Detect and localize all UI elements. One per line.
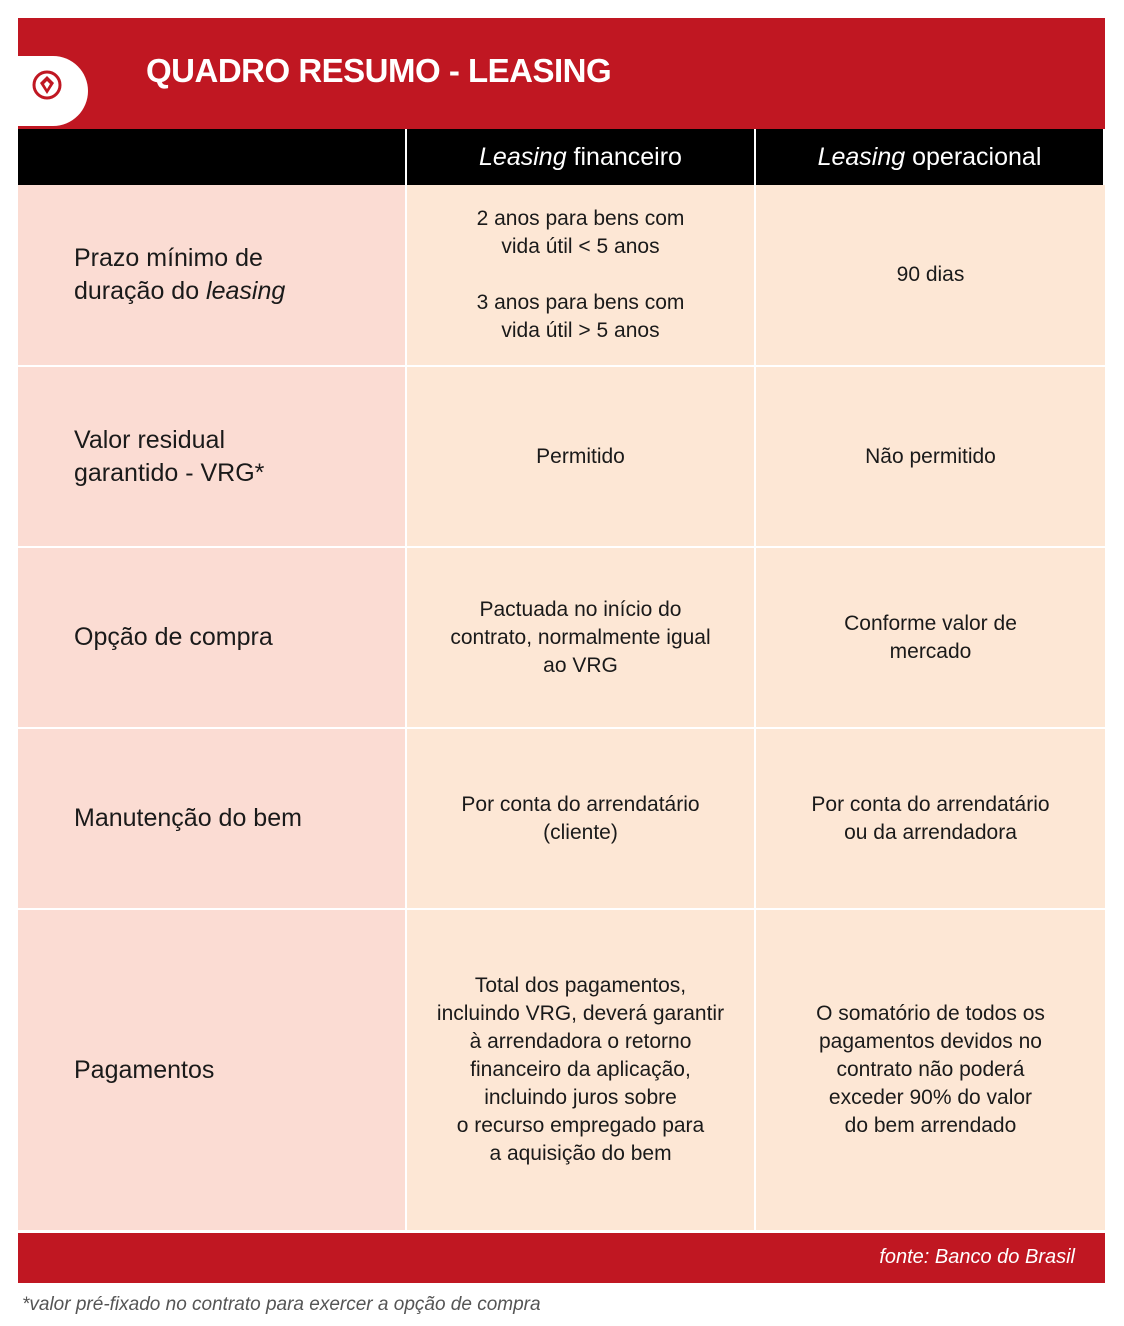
cell-line: do bem arrendado xyxy=(844,1114,1017,1137)
page-title: QUADRO RESUMO - LEASING xyxy=(146,52,612,89)
leasing-summary-table xyxy=(18,129,1105,1230)
row-label-line: garantido - VRG* xyxy=(74,458,265,487)
column-header-italic: Leasing xyxy=(817,142,906,171)
row-label-vrg xyxy=(18,367,407,548)
column-header-empty xyxy=(18,129,407,185)
cell-line: à arrendadora o retorno xyxy=(469,1030,692,1053)
row-label-line: Prazo mínimo de xyxy=(74,244,263,272)
cell-line: 3 anos para bens com xyxy=(476,291,685,314)
cell-prazo-operacional xyxy=(756,185,1105,367)
row-label-pagamentos xyxy=(18,910,407,1230)
cell-line: contrato, normalmente igual xyxy=(450,625,711,649)
footer-bar xyxy=(18,1233,1105,1283)
column-header-italic: Leasing xyxy=(479,142,567,171)
cell-prazo-financeiro xyxy=(407,185,756,367)
cell-line: Por conta do arrendatário xyxy=(461,792,700,816)
cell-line: O somatório de todos os xyxy=(816,1002,1045,1025)
cell-opcao-financeiro xyxy=(407,548,756,729)
row-label-line: Valor residual xyxy=(74,425,226,454)
cell-line: ou da arrendadora xyxy=(844,820,1017,844)
column-header-operacional xyxy=(756,129,1105,185)
cell-line: pagamentos devidos no xyxy=(818,1030,1042,1053)
row-label-prazo xyxy=(18,185,407,367)
cell-line: Permitido xyxy=(536,444,625,468)
row-label-line: duração do xyxy=(74,277,207,305)
cell-line: Não permitido xyxy=(865,444,996,468)
source-text: fonte: Banco do Brasil xyxy=(879,1246,1075,1268)
row-label-line: Pagamentos xyxy=(74,1055,215,1084)
row-label-manutencao xyxy=(18,729,407,910)
footnote: *valor pré-fixado no contrato para exercer a opção de compra xyxy=(22,1294,541,1315)
cell-manutencao-financeiro xyxy=(407,729,756,910)
row-label-italic: leasing xyxy=(206,277,286,305)
cell-line: a aquisição do bem xyxy=(489,1142,672,1165)
row-label-opcao-compra xyxy=(18,548,407,729)
cell-manutencao-operacional xyxy=(756,729,1105,910)
cell-line: Total dos pagamentos, xyxy=(474,974,687,997)
cell-pagamentos-financeiro xyxy=(407,910,756,1230)
cell-line: 2 anos para bens com xyxy=(476,207,685,230)
logo-badge xyxy=(18,56,88,126)
cell-vrg-operacional xyxy=(756,367,1105,548)
cell-line: Pactuada no início do xyxy=(479,597,682,621)
cell-line: exceder 90% do valor xyxy=(828,1086,1033,1109)
cell-line: contrato não poderá xyxy=(836,1058,1025,1081)
cell-opcao-operacional xyxy=(756,548,1105,729)
cell-line: incluindo VRG, deverá garantir xyxy=(436,1002,725,1025)
cell-line: mercado xyxy=(889,639,972,663)
cell-line: vida útil > 5 anos xyxy=(501,319,660,342)
cell-line: incluindo juros sobre xyxy=(484,1086,677,1109)
cell-line: ao VRG xyxy=(543,653,618,677)
banco-do-brasil-logo-icon xyxy=(32,70,62,100)
header-bar xyxy=(18,18,1105,129)
cell-line: o recurso empregado para xyxy=(456,1114,705,1137)
cell-vrg-financeiro xyxy=(407,367,756,548)
column-header-text: financeiro xyxy=(566,142,682,171)
cell-line: Conforme valor de xyxy=(844,611,1017,635)
cell-line: (cliente) xyxy=(543,820,618,844)
cell-pagamentos-operacional xyxy=(756,910,1105,1230)
row-label-line: Opção de compra xyxy=(74,623,273,651)
cell-line: financeiro da aplicação, xyxy=(470,1058,691,1081)
cell-line: Por conta do arrendatário xyxy=(811,792,1050,816)
row-label-line: Manutenção do bem xyxy=(74,804,302,832)
column-header-text: operacional xyxy=(905,142,1042,171)
column-header-financeiro xyxy=(407,129,756,185)
cell-line: vida útil < 5 anos xyxy=(501,235,660,258)
cell-line: 90 dias xyxy=(896,263,965,286)
